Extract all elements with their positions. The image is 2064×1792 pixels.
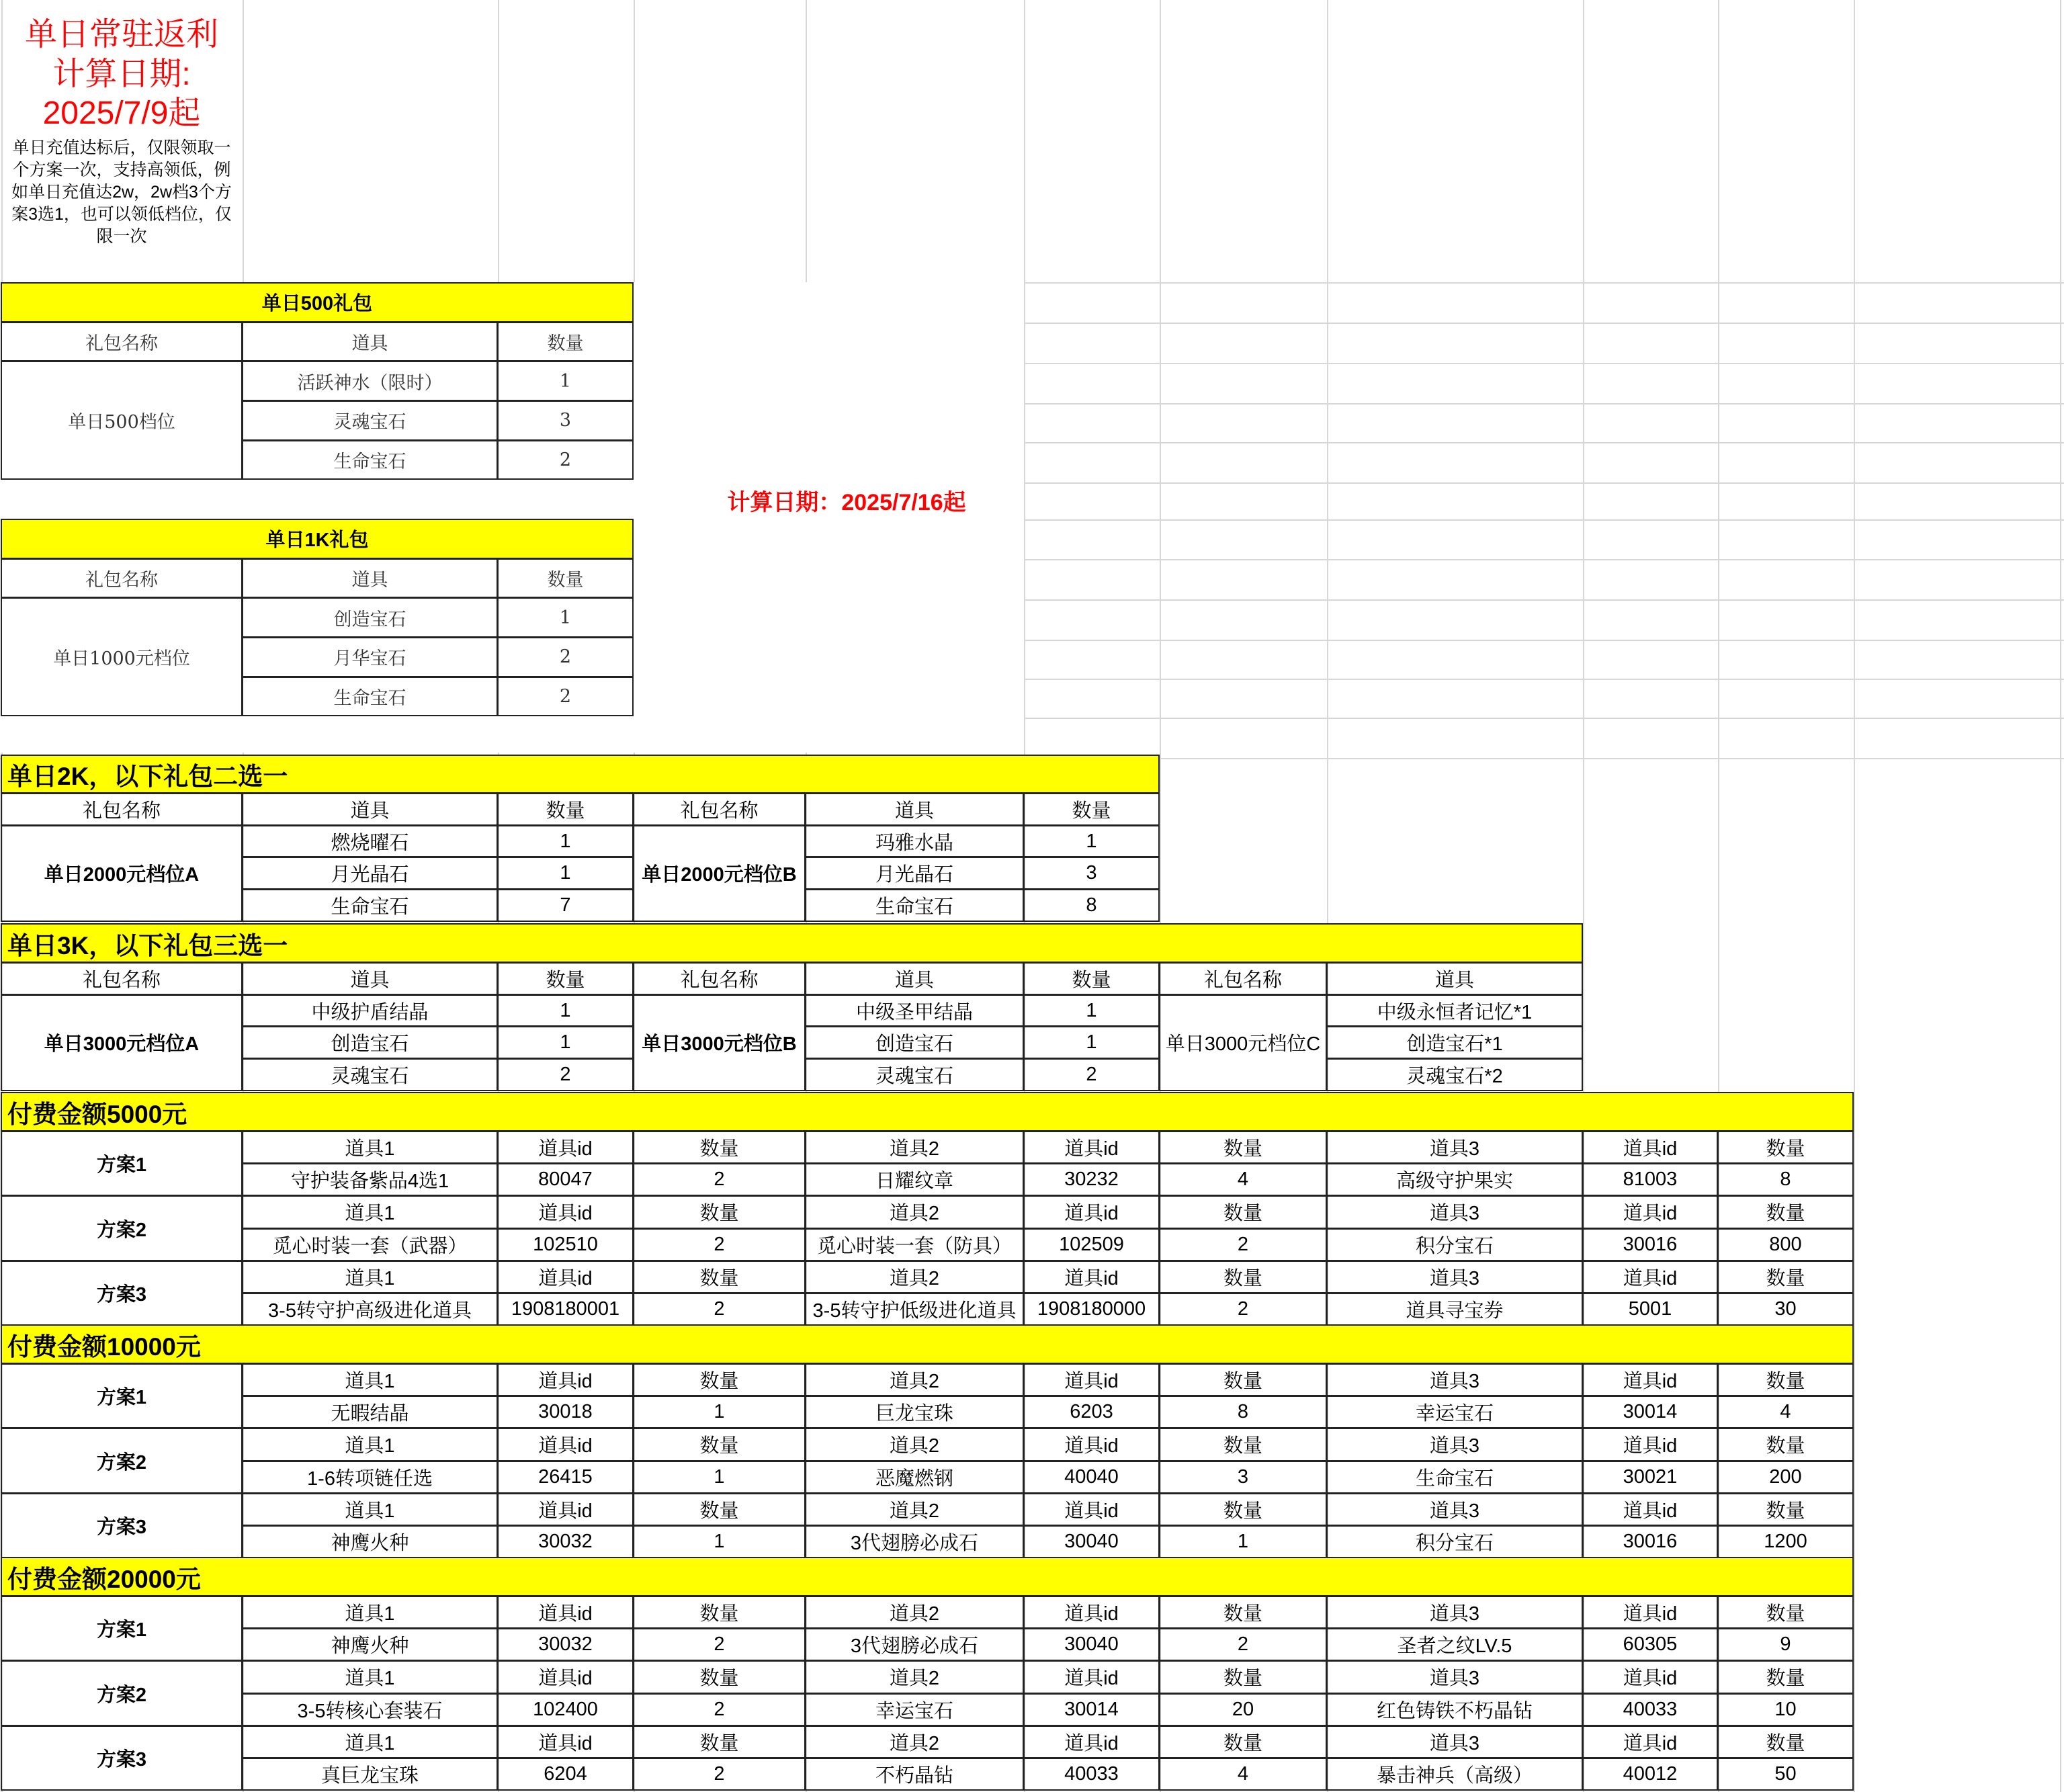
item-qty: 8 bbox=[1023, 889, 1160, 922]
column-header: 数量 bbox=[1717, 1725, 1854, 1758]
column-header: 数量 bbox=[633, 1195, 806, 1228]
column-header: 道具1 bbox=[242, 1131, 498, 1164]
column-header: 道具1 bbox=[242, 1195, 498, 1228]
item-id: 40033 bbox=[1582, 1693, 1718, 1726]
column-header: 数量 bbox=[633, 1493, 806, 1526]
column-header: 礼包名称 bbox=[1159, 962, 1327, 995]
item-name: 月光晶石 bbox=[805, 857, 1024, 890]
plan-name: 方案1 bbox=[1, 1596, 243, 1661]
column-header: 数量 bbox=[1717, 1131, 1854, 1164]
column-header: 礼包名称 bbox=[1, 558, 243, 599]
item-id: 40040 bbox=[1023, 1461, 1160, 1494]
package-name: 单日3000元档位A bbox=[1, 994, 243, 1091]
item-name: 3-5转核心套装石 bbox=[242, 1693, 498, 1726]
item-qty: 50 bbox=[1717, 1758, 1854, 1791]
column-header: 道具2 bbox=[805, 1195, 1024, 1228]
item-name: 高级守护果实 bbox=[1326, 1163, 1583, 1196]
section-header: 单日3K，以下礼包三选一 bbox=[1, 923, 1583, 963]
column-header: 道具id bbox=[497, 1596, 634, 1629]
column-header: 道具2 bbox=[805, 1261, 1024, 1293]
column-header: 数量 bbox=[633, 1596, 806, 1629]
column-header: 数量 bbox=[1717, 1363, 1854, 1396]
column-header: 道具3 bbox=[1326, 1596, 1583, 1629]
item-name: 中级永恒者记忆*1 bbox=[1326, 994, 1583, 1027]
item-name: 创造宝石 bbox=[242, 597, 498, 638]
item-qty: 8 bbox=[1159, 1396, 1327, 1428]
column-header: 数量 bbox=[1159, 1660, 1327, 1693]
item-name: 灵魂宝石 bbox=[805, 1058, 1024, 1091]
item-qty: 1 bbox=[633, 1525, 806, 1558]
column-header: 道具id bbox=[497, 1428, 634, 1461]
item-qty: 1 bbox=[497, 857, 634, 890]
item-name: 3代翅膀必成石 bbox=[805, 1525, 1024, 1558]
item-id: 30032 bbox=[497, 1525, 634, 1558]
item-qty: 20 bbox=[1159, 1693, 1327, 1726]
column-header: 道具id bbox=[1023, 1363, 1160, 1396]
section-header: 付费金额10000元 bbox=[1, 1324, 1854, 1364]
item-id: 6204 bbox=[497, 1758, 634, 1791]
column-header: 道具 bbox=[242, 962, 498, 995]
item-id: 30016 bbox=[1582, 1228, 1718, 1261]
column-header: 数量 bbox=[1717, 1428, 1854, 1461]
column-header: 数量 bbox=[1159, 1428, 1327, 1461]
column-header: 道具 bbox=[242, 322, 498, 362]
calc-date-label: 计算日期: bbox=[52, 56, 191, 92]
item-name: 觅心时装一套（武器） bbox=[242, 1228, 498, 1261]
column-header: 道具3 bbox=[1326, 1363, 1583, 1396]
rule-note: 单日充值达标后，仅限领取一个方案一次，支持高领低，例如单日充值达2w，2w档3个方案3选1，也可以领低档位，仅限一次 bbox=[11, 138, 232, 246]
column-header: 道具 bbox=[1326, 962, 1583, 995]
item-qty: 1 bbox=[497, 361, 634, 401]
item-id: 81003 bbox=[1582, 1163, 1718, 1196]
column-header: 数量 bbox=[633, 1725, 806, 1758]
item-qty: 10 bbox=[1717, 1693, 1854, 1726]
item-id: 26415 bbox=[497, 1461, 634, 1494]
column-header: 道具id bbox=[497, 1363, 634, 1396]
item-name: 灵魂宝石 bbox=[242, 400, 498, 441]
column-header: 道具 bbox=[242, 558, 498, 599]
column-header: 道具id bbox=[1023, 1261, 1160, 1293]
item-id: 30014 bbox=[1582, 1396, 1718, 1428]
column-header: 数量 bbox=[497, 322, 634, 362]
column-header: 数量 bbox=[633, 1428, 806, 1461]
column-header: 道具id bbox=[1582, 1195, 1718, 1228]
item-qty: 2 bbox=[1159, 1228, 1327, 1261]
item-id: 30040 bbox=[1023, 1628, 1160, 1661]
column-header: 数量 bbox=[633, 1261, 806, 1293]
item-name: 生命宝石 bbox=[242, 440, 498, 480]
column-header: 数量 bbox=[1159, 1363, 1327, 1396]
item-id: 5001 bbox=[1582, 1293, 1718, 1326]
item-id: 1908180000 bbox=[1023, 1293, 1160, 1326]
column-header: 数量 bbox=[1023, 793, 1160, 826]
column-header: 道具id bbox=[1023, 1725, 1160, 1758]
package-name: 单日2000元档位A bbox=[1, 825, 243, 922]
column-header: 礼包名称 bbox=[1, 793, 243, 826]
item-qty: 1 bbox=[1023, 1026, 1160, 1059]
column-header: 数量 bbox=[1717, 1596, 1854, 1629]
item-name: 生命宝石 bbox=[242, 889, 498, 922]
item-id: 102509 bbox=[1023, 1228, 1160, 1261]
item-qty: 2 bbox=[497, 440, 634, 480]
column-header: 礼包名称 bbox=[1, 322, 243, 362]
item-name: 神鹰火种 bbox=[242, 1525, 498, 1558]
page-title: 单日常驻返利 bbox=[24, 15, 218, 53]
item-qty: 2 bbox=[497, 637, 634, 677]
item-name: 3代翅膀必成石 bbox=[805, 1628, 1024, 1661]
item-name: 生命宝石 bbox=[242, 677, 498, 717]
column-header: 道具id bbox=[497, 1660, 634, 1693]
column-header: 数量 bbox=[497, 558, 634, 599]
item-qty: 1 bbox=[497, 1026, 634, 1059]
column-header: 道具 bbox=[805, 793, 1024, 826]
column-header: 数量 bbox=[1159, 1131, 1327, 1164]
item-qty: 3 bbox=[497, 400, 634, 441]
column-header: 数量 bbox=[1159, 1493, 1327, 1526]
item-name: 守护装备紫品4选1 bbox=[242, 1163, 498, 1196]
column-header: 道具1 bbox=[242, 1261, 498, 1293]
item-qty: 9 bbox=[1717, 1628, 1854, 1661]
column-header: 数量 bbox=[1717, 1493, 1854, 1526]
item-name: 觅心时装一套（防具） bbox=[805, 1228, 1024, 1261]
section-header: 付费金额5000元 bbox=[1, 1092, 1854, 1132]
column-header: 道具3 bbox=[1326, 1660, 1583, 1693]
column-header: 道具2 bbox=[805, 1363, 1024, 1396]
plan-name: 方案3 bbox=[1, 1493, 243, 1558]
title-block bbox=[1, 13, 242, 248]
item-id: 6203 bbox=[1023, 1396, 1160, 1428]
column-header: 道具id bbox=[1023, 1195, 1160, 1228]
item-name: 巨龙宝珠 bbox=[805, 1396, 1024, 1428]
column-header: 数量 bbox=[633, 1660, 806, 1693]
item-name: 生命宝石 bbox=[1326, 1461, 1583, 1494]
item-name: 无暇结晶 bbox=[242, 1396, 498, 1428]
column-header: 道具2 bbox=[805, 1493, 1024, 1526]
section-header: 单日1K礼包 bbox=[1, 519, 634, 559]
column-header: 道具id bbox=[1023, 1660, 1160, 1693]
column-header: 道具id bbox=[497, 1195, 634, 1228]
item-qty: 1 bbox=[1023, 825, 1160, 858]
item-name: 幸运宝石 bbox=[1326, 1396, 1583, 1428]
column-header: 数量 bbox=[1159, 1195, 1327, 1228]
item-name: 圣者之纹LV.5 bbox=[1326, 1628, 1583, 1661]
item-name: 创造宝石*1 bbox=[1326, 1026, 1583, 1059]
item-qty: 2 bbox=[633, 1628, 806, 1661]
item-qty: 2 bbox=[1159, 1293, 1327, 1326]
item-qty: 30 bbox=[1717, 1293, 1854, 1326]
plan-name: 方案2 bbox=[1, 1660, 243, 1725]
column-header: 道具3 bbox=[1326, 1493, 1583, 1526]
item-id: 30014 bbox=[1023, 1693, 1160, 1726]
column-header: 道具2 bbox=[805, 1596, 1024, 1629]
item-qty: 800 bbox=[1717, 1228, 1854, 1261]
package-name: 单日3000元档位B bbox=[633, 994, 806, 1091]
column-header: 道具id bbox=[497, 1725, 634, 1758]
item-name: 3-5转守护低级进化道具 bbox=[805, 1293, 1024, 1326]
column-header: 数量 bbox=[497, 962, 634, 995]
item-id: 30021 bbox=[1582, 1461, 1718, 1494]
item-qty: 200 bbox=[1717, 1461, 1854, 1494]
item-name: 3-5转守护高级进化道具 bbox=[242, 1293, 498, 1326]
item-name: 积分宝石 bbox=[1326, 1228, 1583, 1261]
section-header: 单日500礼包 bbox=[1, 282, 634, 323]
package-name: 单日2000元档位B bbox=[633, 825, 806, 922]
column-header: 道具3 bbox=[1326, 1725, 1583, 1758]
column-header: 道具id bbox=[1582, 1363, 1718, 1396]
item-qty: 4 bbox=[1159, 1758, 1327, 1791]
column-header: 道具id bbox=[1582, 1725, 1718, 1758]
column-header: 道具id bbox=[1023, 1493, 1160, 1526]
column-header: 数量 bbox=[1159, 1725, 1327, 1758]
item-qty: 1 bbox=[497, 994, 634, 1027]
column-header: 道具3 bbox=[1326, 1195, 1583, 1228]
item-name: 1-6转项链任选 bbox=[242, 1461, 498, 1494]
item-qty: 1 bbox=[1159, 1525, 1327, 1558]
package-name: 单日1000元档位 bbox=[1, 597, 243, 716]
column-header: 道具id bbox=[1582, 1596, 1718, 1629]
plan-name: 方案2 bbox=[1, 1195, 243, 1261]
item-qty: 1 bbox=[497, 825, 634, 858]
item-id: 30016 bbox=[1582, 1525, 1718, 1558]
item-name: 中级圣甲结晶 bbox=[805, 994, 1024, 1027]
column-header: 道具1 bbox=[242, 1725, 498, 1758]
item-name: 灵魂宝石*2 bbox=[1326, 1058, 1583, 1091]
column-header: 道具id bbox=[1582, 1428, 1718, 1461]
item-name: 神鹰火种 bbox=[242, 1628, 498, 1661]
item-name: 生命宝石 bbox=[805, 889, 1024, 922]
item-qty: 1 bbox=[497, 597, 634, 638]
column-header: 道具 bbox=[805, 962, 1024, 995]
item-id: 60305 bbox=[1582, 1628, 1718, 1661]
column-header: 数量 bbox=[633, 1363, 806, 1396]
section-header: 单日2K，以下礼包二选一 bbox=[1, 755, 1160, 794]
item-name: 真巨龙宝珠 bbox=[242, 1758, 498, 1791]
item-name: 暴击神兵（高级） bbox=[1326, 1758, 1583, 1791]
item-qty: 4 bbox=[1159, 1163, 1327, 1196]
item-id: 30232 bbox=[1023, 1163, 1160, 1196]
calc-date-2: 计算日期：2025/7/16起 bbox=[727, 489, 966, 515]
item-qty: 2 bbox=[633, 1228, 806, 1261]
plan-name: 方案1 bbox=[1, 1363, 243, 1428]
column-header: 道具1 bbox=[242, 1596, 498, 1629]
item-id: 30040 bbox=[1023, 1525, 1160, 1558]
item-qty: 2 bbox=[633, 1163, 806, 1196]
item-id: 40033 bbox=[1023, 1758, 1160, 1791]
item-qty: 2 bbox=[1159, 1628, 1327, 1661]
item-name: 不朽晶钻 bbox=[805, 1758, 1024, 1791]
column-header: 数量 bbox=[1159, 1261, 1327, 1293]
item-qty: 2 bbox=[497, 677, 634, 717]
item-id: 30018 bbox=[497, 1396, 634, 1428]
column-header: 数量 bbox=[1717, 1261, 1854, 1293]
grid-column-line bbox=[1854, 0, 1855, 1792]
column-header: 道具2 bbox=[805, 1131, 1024, 1164]
column-header: 道具id bbox=[1582, 1493, 1718, 1526]
item-id: 1908180001 bbox=[497, 1293, 634, 1326]
package-name: 单日500档位 bbox=[1, 361, 243, 480]
section-header: 付费金额20000元 bbox=[1, 1557, 1854, 1596]
item-qty: 2 bbox=[497, 1058, 634, 1091]
column-header: 道具id bbox=[497, 1261, 634, 1293]
item-name: 月华宝石 bbox=[242, 637, 498, 677]
item-id: 102510 bbox=[497, 1228, 634, 1261]
column-header: 道具2 bbox=[805, 1660, 1024, 1693]
item-name: 灵魂宝石 bbox=[242, 1058, 498, 1091]
item-name: 恶魔燃钢 bbox=[805, 1461, 1024, 1494]
item-name: 红色铸铁不朽晶钻 bbox=[1326, 1693, 1583, 1726]
item-qty: 1200 bbox=[1717, 1525, 1854, 1558]
column-header: 道具id bbox=[1582, 1660, 1718, 1693]
item-qty: 3 bbox=[1159, 1461, 1327, 1494]
item-qty: 1 bbox=[1023, 994, 1160, 1027]
column-header: 道具1 bbox=[242, 1660, 498, 1693]
plan-name: 方案2 bbox=[1, 1428, 243, 1493]
item-id: 80047 bbox=[497, 1163, 634, 1196]
column-header: 道具1 bbox=[242, 1363, 498, 1396]
item-name: 玛雅水晶 bbox=[805, 825, 1024, 858]
column-header: 道具3 bbox=[1326, 1261, 1583, 1293]
calc-date-value: 2025/7/9起 bbox=[42, 95, 201, 131]
column-header: 道具 bbox=[242, 793, 498, 826]
item-name: 积分宝石 bbox=[1326, 1525, 1583, 1558]
column-header: 道具2 bbox=[805, 1725, 1024, 1758]
column-header: 礼包名称 bbox=[633, 962, 806, 995]
column-header: 礼包名称 bbox=[633, 793, 806, 826]
column-header: 道具1 bbox=[242, 1428, 498, 1461]
column-header: 道具id bbox=[1582, 1131, 1718, 1164]
item-name: 日耀纹章 bbox=[805, 1163, 1024, 1196]
item-name: 月光晶石 bbox=[242, 857, 498, 890]
column-header: 道具2 bbox=[805, 1428, 1024, 1461]
column-header: 数量 bbox=[497, 793, 634, 826]
column-header: 数量 bbox=[1717, 1660, 1854, 1693]
item-id: 102400 bbox=[497, 1693, 634, 1726]
plan-name: 方案3 bbox=[1, 1725, 243, 1791]
item-name: 燃烧曜石 bbox=[242, 825, 498, 858]
column-header: 道具id bbox=[1023, 1428, 1160, 1461]
item-qty: 1 bbox=[633, 1461, 806, 1494]
column-header: 道具id bbox=[1582, 1261, 1718, 1293]
column-header: 道具id bbox=[1023, 1596, 1160, 1629]
item-qty: 8 bbox=[1717, 1163, 1854, 1196]
item-id: 30032 bbox=[497, 1628, 634, 1661]
column-header: 数量 bbox=[633, 1131, 806, 1164]
plan-name: 方案3 bbox=[1, 1261, 243, 1326]
column-header: 数量 bbox=[1023, 962, 1160, 995]
column-header: 道具id bbox=[497, 1493, 634, 1526]
column-header: 道具3 bbox=[1326, 1131, 1583, 1164]
item-name: 活跃神水（限时） bbox=[242, 361, 498, 401]
item-name: 中级护盾结晶 bbox=[242, 994, 498, 1027]
package-name: 单日3000元档位C bbox=[1159, 994, 1327, 1091]
column-header: 道具3 bbox=[1326, 1428, 1583, 1461]
item-qty: 2 bbox=[633, 1293, 806, 1326]
column-header: 礼包名称 bbox=[1, 962, 243, 995]
item-qty: 7 bbox=[497, 889, 634, 922]
item-qty: 2 bbox=[633, 1693, 806, 1726]
column-header: 数量 bbox=[1159, 1596, 1327, 1629]
column-header: 道具1 bbox=[242, 1493, 498, 1526]
item-name: 创造宝石 bbox=[805, 1026, 1024, 1059]
plan-name: 方案1 bbox=[1, 1131, 243, 1196]
column-header: 道具id bbox=[1023, 1131, 1160, 1164]
item-name: 道具寻宝券 bbox=[1326, 1293, 1583, 1326]
item-qty: 4 bbox=[1717, 1396, 1854, 1428]
grid-column-line bbox=[2060, 0, 2061, 1792]
column-header: 道具id bbox=[497, 1131, 634, 1164]
item-name: 幸运宝石 bbox=[805, 1693, 1024, 1726]
item-qty: 2 bbox=[1023, 1058, 1160, 1091]
column-header: 数量 bbox=[1717, 1195, 1854, 1228]
item-qty: 2 bbox=[633, 1758, 806, 1791]
item-qty: 1 bbox=[633, 1396, 806, 1428]
item-qty: 3 bbox=[1023, 857, 1160, 890]
item-id: 40012 bbox=[1582, 1758, 1718, 1791]
item-name: 创造宝石 bbox=[242, 1026, 498, 1059]
